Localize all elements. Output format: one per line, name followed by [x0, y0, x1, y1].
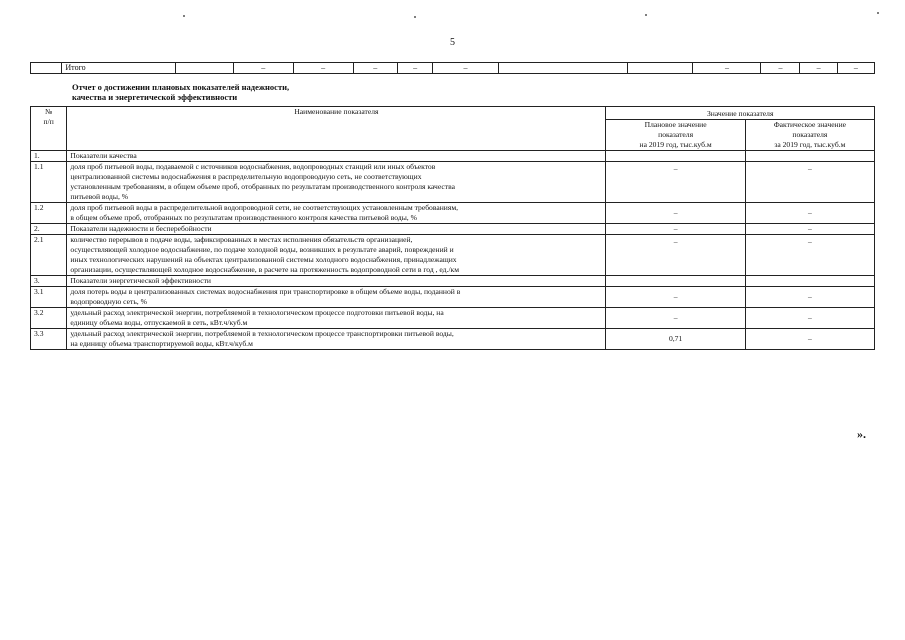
- row-indicator-name: доля потерь воды в централизованных системах водоснабжения при транспортировке в общем объеме воды, поданной в водопроводную сеть, %: [67, 287, 606, 308]
- summary-cell: [498, 63, 627, 74]
- section-row: [31, 224, 875, 235]
- table-body: [31, 151, 875, 350]
- summary-row: [31, 63, 875, 74]
- row-number: 1.2: [31, 203, 67, 224]
- row-fact-value: –: [745, 308, 874, 329]
- summary-cell: –: [397, 63, 432, 74]
- row-number: 2.1: [31, 235, 67, 276]
- row-indicator-name: Показатели надежности и бесперебойности: [67, 224, 606, 235]
- report-title-line: Отчет о достижении плановых показателей надежности,: [72, 82, 290, 92]
- row-number: 2.: [31, 224, 67, 235]
- row-plan-value: –: [606, 308, 745, 329]
- table-header-row: [31, 107, 875, 120]
- summary-cell: [176, 63, 234, 74]
- scan-speck: [183, 15, 185, 17]
- page-number: 5: [450, 37, 455, 48]
- row-fact-value: –: [745, 162, 874, 203]
- row-plan-value: [606, 276, 745, 287]
- section-row: [31, 276, 875, 287]
- table-row: [31, 235, 875, 276]
- header-name: Наименование показателя: [67, 107, 606, 151]
- summary-cell: –: [693, 63, 761, 74]
- row-fact-value: –: [745, 287, 874, 308]
- row-number: 3.3: [31, 329, 67, 350]
- row-plan-value: –: [606, 203, 745, 224]
- row-indicator-name: удельный расход электрической энергии, потребляемой в технологическом процессе транспортировки питьевой воды, на единицу объема транспортируемой воды, кВт.ч/куб.м: [67, 329, 606, 350]
- report-title-line: качества и энергетической эффективности: [72, 92, 238, 102]
- row-plan-value: –: [606, 162, 745, 203]
- table-row: [31, 329, 875, 350]
- summary-cell: –: [353, 63, 397, 74]
- row-fact-value: –: [745, 235, 874, 276]
- row-number: 1.1: [31, 162, 67, 203]
- table-row: [31, 203, 875, 224]
- summary-cell: –: [800, 63, 837, 74]
- row-indicator-name: удельный расход электрической энергии, потребляемой в технологическом процессе подготовки питьевой воды, на единицу объема воды, отпускаемой в сеть, кВт.ч/куб.м: [67, 308, 606, 329]
- row-plan-value: 0,71: [606, 329, 745, 350]
- row-indicator-name: количество перерывов в подаче воды, зафиксированных в местах исполнения обязательств организацией, осуществляющей холодное водоснабжение, по подаче холодной воды, возникших в результате аварий, повреждений и иных технологических нарушений на объектах централизованной системы холодного водоснабжения, принадлежащих организации, осуществляющей холодное водоснабжение, в расчете на протяженность водопроводной сети в год , ед./км: [67, 235, 606, 276]
- summary-table: [30, 62, 875, 74]
- row-fact-value: [745, 151, 874, 162]
- table-row: [31, 308, 875, 329]
- summary-cell: –: [293, 63, 353, 74]
- row-number: 1.: [31, 151, 67, 162]
- scan-speck: [877, 12, 879, 14]
- header-value-group: Значение показателя: [606, 107, 875, 120]
- row-indicator-name: доля проб питьевой воды, подаваемой с источников водоснабжения, водопроводных станций или иных объектов централизованной системы водоснабжения в распределительную водопроводную сеть, не соответствующих установленным требованиям, в общем объеме проб, отобранных по результатам производственного контроля качества питьевой воды, %: [67, 162, 606, 203]
- row-fact-value: [745, 276, 874, 287]
- row-indicator-name: Показатели энергетической эффективности: [67, 276, 606, 287]
- row-indicator-name: доля проб питьевой воды в распределительной водопроводной сети, не соответствующих установленным требованиям, в общем объеме проб, отобранных по результатам производственного контроля качества питьевой воды, %: [67, 203, 606, 224]
- summary-cell-empty: [31, 63, 62, 74]
- summary-cell: –: [233, 63, 293, 74]
- section-row: [31, 151, 875, 162]
- table-row: [31, 287, 875, 308]
- header-number: № п/п: [31, 107, 67, 151]
- report-title: [72, 82, 289, 102]
- row-fact-value: –: [745, 203, 874, 224]
- row-plan-value: [606, 151, 745, 162]
- closing-quote-mark: ».: [857, 427, 866, 441]
- row-number: 3.2: [31, 308, 67, 329]
- table-row: [31, 162, 875, 203]
- scan-speck: [414, 16, 416, 18]
- summary-label: Итого: [62, 63, 176, 74]
- header-plan: Плановое значение показателя на 2019 год, тыс.куб.м: [606, 120, 745, 151]
- summary-cell: –: [433, 63, 498, 74]
- indicators-table: [30, 106, 875, 350]
- header-fact: Фактическое значение показателя за 2019 год, тыс.куб.м: [745, 120, 874, 151]
- row-plan-value: –: [606, 287, 745, 308]
- row-fact-value: –: [745, 329, 874, 350]
- row-fact-value: –: [745, 224, 874, 235]
- row-plan-value: –: [606, 224, 745, 235]
- row-indicator-name: Показатели качества: [67, 151, 606, 162]
- summary-cell: –: [837, 63, 874, 74]
- row-plan-value: –: [606, 235, 745, 276]
- scan-speck: [645, 14, 647, 16]
- summary-cell: –: [761, 63, 800, 74]
- row-number: 3.1: [31, 287, 67, 308]
- row-number: 3.: [31, 276, 67, 287]
- summary-cell: [627, 63, 693, 74]
